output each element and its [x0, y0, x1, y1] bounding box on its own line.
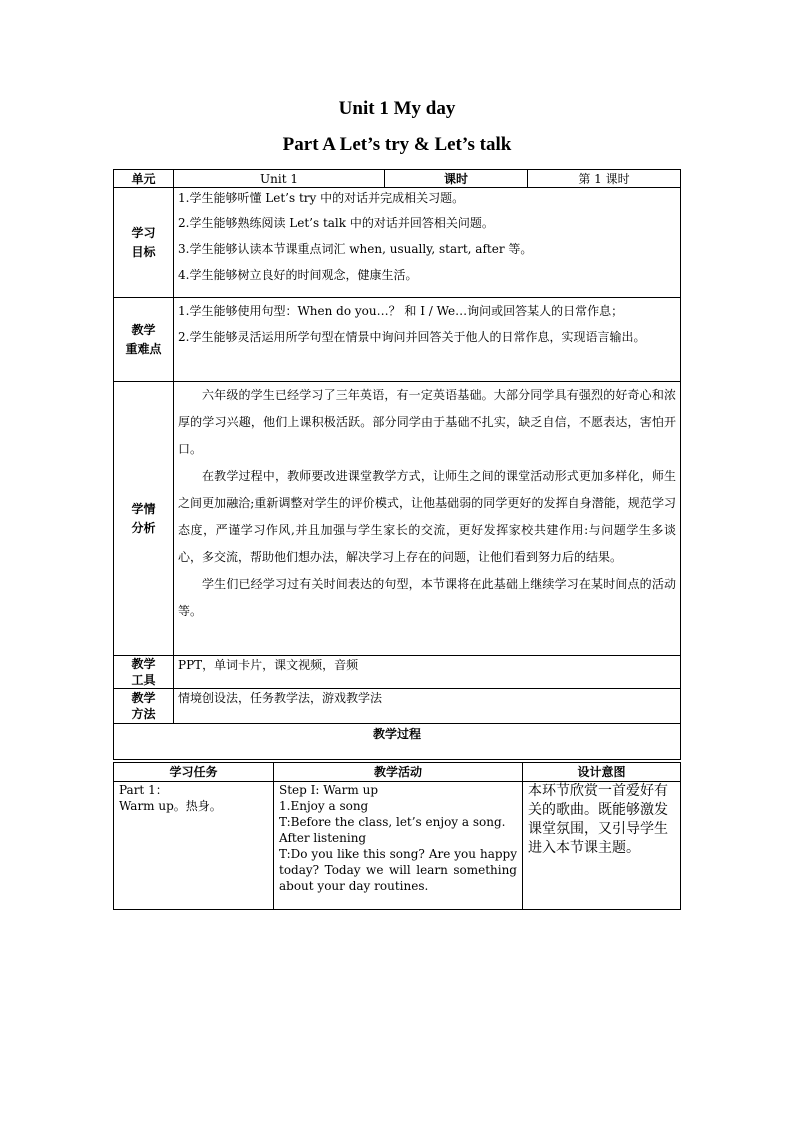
methods-label	[114, 689, 174, 724]
task-desc: Warm up。热身。	[119, 799, 222, 813]
analysis-paragraph: 学生们已经学习过有关时间表达的句型，本节课将在此基础上继续学习在某时间点的活动等。	[178, 577, 676, 618]
objective-item: 1.学生能够听懂 Let’s try 中的对话并完成相关习题。	[178, 191, 465, 205]
header-task: 学习任务	[114, 763, 274, 782]
process-table	[113, 762, 681, 910]
period-value: 第 1 课时	[528, 170, 681, 188]
activity-line: T:Do you like this song? Are you happy today? Today we will learn something about your day routines.	[279, 847, 517, 893]
analysis-label	[114, 382, 174, 656]
tools-label	[114, 656, 174, 689]
objectives-label	[114, 188, 174, 298]
key-points-label	[114, 298, 174, 382]
activity-line: 1.Enjoy a song	[279, 799, 369, 813]
analysis-paragraph: 在教学过程中，教师要改进课堂教学方式，让师生之间的课堂活动形式更加多样化，师生之间更加融洽;重新调整对学生的评价模式，让他基础弱的同学更好的发挥自身潜能，规范学习态度，严谨学习作风,并且加强与学生家长的交流，更好发挥家校共建作用:与问题学生多谈心，多交流，帮助他们想办法，解决学习上存在的问题，让他们看到努力后的结果。	[178, 469, 676, 564]
header-intent: 设计意图	[523, 763, 681, 782]
lesson-plan-table	[113, 169, 681, 760]
objective-item: 2.学生能够熟练阅读 Let’s talk 中的对话并回答相关问题。	[178, 216, 494, 230]
methods-value: 情境创设法，任务教学法，游戏教学法	[174, 689, 681, 724]
task-cell	[114, 782, 274, 910]
task-part: Part 1：	[119, 783, 168, 797]
activity-cell	[274, 782, 523, 910]
main-title: Unit 1 My day	[338, 98, 456, 119]
objective-item: 4.学生能够树立良好的时间观念，健康生活。	[178, 268, 418, 282]
key-points-content	[174, 298, 681, 382]
tools-label-line2: 工具	[131, 673, 156, 687]
analysis-label-line2: 分析	[131, 520, 156, 535]
tools-value: PPT，单词卡片，课文视频，音频	[174, 656, 681, 689]
key-point-item: 2.学生能够灵活运用所学句型在情景中询问并回答关于他人的日常作息，实现语言输出。	[178, 330, 646, 344]
tools-label-line1: 教学	[131, 657, 156, 671]
activity-line: T:Before the class, let’s enjoy a song.	[279, 815, 506, 829]
header-activity: 教学活动	[274, 763, 523, 782]
objectives-content	[174, 188, 681, 298]
analysis-label-line1: 学情	[131, 501, 156, 516]
objective-item: 3.学生能够认读本节课重点词汇 when, usually, start, after 等。	[178, 242, 533, 256]
period-label: 课时	[385, 170, 528, 188]
sub-title: Part A Let’s try & Let’s talk	[282, 134, 512, 155]
methods-label-line1: 教学	[131, 691, 156, 705]
objectives-label-line2: 目标	[131, 244, 156, 259]
key-points-label-line1: 教学	[131, 322, 156, 337]
objectives-label-line1: 学习	[131, 225, 156, 240]
activity-line: After listening	[279, 831, 367, 845]
activity-line: Step I: Warm up	[279, 783, 379, 797]
key-points-label-line2: 重难点	[125, 341, 162, 356]
analysis-content	[174, 382, 681, 656]
unit-value: Unit 1	[174, 170, 385, 188]
methods-label-line2: 方法	[131, 707, 156, 721]
key-point-item: 1.学生能够使用句型：When do you…？ 和 I / We…询问或回答某人的日常作息；	[178, 304, 624, 318]
intent-cell: 本环节欣赏一首爱好有关的歌曲。既能够激发课堂氛围，又引导学生进入本节课主题。	[523, 782, 681, 910]
process-title: 教学过程	[114, 724, 681, 760]
unit-label: 单元	[114, 170, 174, 188]
analysis-paragraph: 六年级的学生已经学习了三年英语，有一定英语基础。大部分同学具有强烈的好奇心和浓厚的学习兴趣，他们上课积极活跃。部分同学由于基础不扎实，缺乏自信，不愿表达，害怕开口。	[178, 388, 676, 456]
